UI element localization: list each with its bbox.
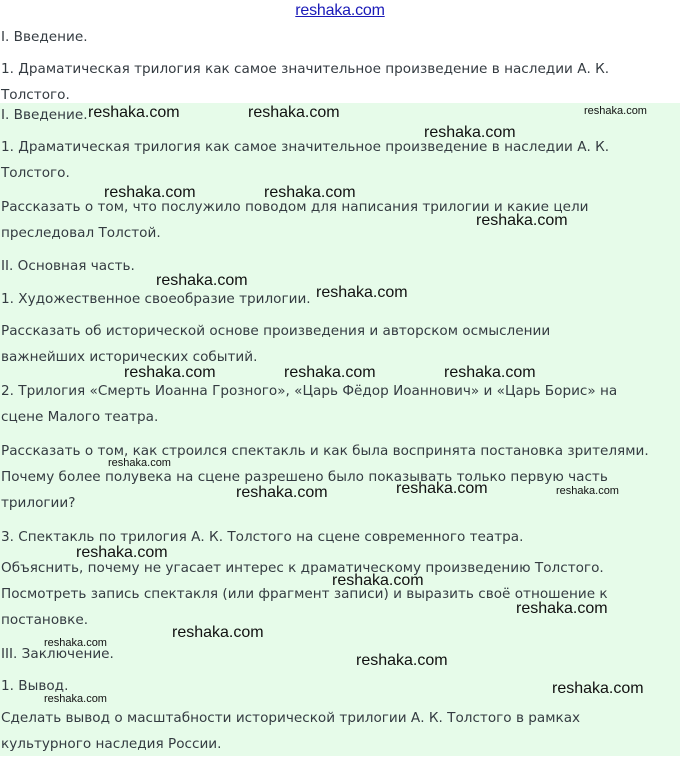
watermark: reshaka.com xyxy=(584,105,647,117)
intro-heading: I. Введение. xyxy=(1,29,88,45)
watermark: reshaka.com xyxy=(476,212,568,229)
conclusion-heading: III. Заключение. xyxy=(1,646,114,662)
watermark: reshaka.com xyxy=(108,457,171,469)
watermark: reshaka.com xyxy=(264,184,356,201)
plan-item1-line2: Толстого. xyxy=(1,165,70,181)
plan-intro-heading: I. Введение. xyxy=(1,107,88,123)
watermark: reshaka.com xyxy=(44,637,107,649)
main3-note-line3: постановке. xyxy=(1,612,89,628)
plan-item1-note-line1: Рассказать о том, что послужило поводом для написания трилогии и какие цели xyxy=(1,199,589,215)
watermark: reshaka.com xyxy=(356,652,448,669)
main1: 1. Художественное своеобразие трилогии. xyxy=(1,291,311,307)
intro-item1-line2: Толстого. xyxy=(1,87,70,103)
plan-item1-line1: 1. Драматическая трилогия как самое значительное произведение в наследии А. К. xyxy=(1,139,610,155)
main2-note-line1: Рассказать о том, как строился спектакль и как была воспринята постановка зрителями. xyxy=(1,443,649,459)
main-heading: II. Основная часть. xyxy=(1,258,135,274)
conclusion1: 1. Вывод. xyxy=(1,678,69,694)
main3: 3. Спектакль по трилогия А. К. Толстого на сцене современного театра. xyxy=(1,529,524,545)
watermark: reshaka.com xyxy=(552,680,644,697)
main2-note-line2: Почему более полувека на сцене разрешено было показывать только первую часть xyxy=(1,469,608,485)
conclusion1-note-line2: культурного наследия России. xyxy=(1,736,222,752)
site-header xyxy=(0,0,680,24)
conclusion1-note-line1: Сделать вывод о масштабности исторической трилогии А. К. Толстого в рамках xyxy=(1,710,581,726)
watermark: reshaka.com xyxy=(156,272,248,289)
watermark: reshaka.com xyxy=(236,484,328,501)
main1-note-line1: Рассказать об исторической основе произведения и авторском осмыслении xyxy=(1,323,551,339)
main2-line1: 2. Трилогия «Смерть Иоанна Грозного», «Царь Фёдор Иоаннович» и «Царь Борис» на xyxy=(1,383,618,399)
main3-note-line1: Объяснить, почему не угасает интерес к драматическому произведению Толстого. xyxy=(1,560,604,576)
watermark: reshaka.com xyxy=(316,284,408,301)
intro-item1-line1: 1. Драматическая трилогия как самое значительное произведение в наследии А. К. xyxy=(1,61,610,77)
watermark: reshaka.com xyxy=(248,104,340,121)
main3-note-line2: Посмотреть запись спектакля (или фрагмент записи) и выразить своё отношение к xyxy=(1,586,608,602)
plan-item1-note-line2: преследовал Толстой. xyxy=(1,225,161,241)
watermark: reshaka.com xyxy=(424,124,516,141)
main2-note-line3: трилогии? xyxy=(1,495,76,511)
main1-note-line2: важнейших исторических событий. xyxy=(1,349,258,365)
main2-line2: сцене Малого театра. xyxy=(1,409,159,425)
watermark: reshaka.com xyxy=(124,364,216,381)
site-link[interactable]: reshaka.com xyxy=(295,2,385,19)
watermark: reshaka.com xyxy=(516,600,608,617)
watermark: reshaka.com xyxy=(396,480,488,497)
watermark: reshaka.com xyxy=(76,544,168,561)
watermark: reshaka.com xyxy=(284,364,376,381)
watermark: reshaka.com xyxy=(556,485,619,497)
watermark: reshaka.com xyxy=(104,184,196,201)
watermark: reshaka.com xyxy=(44,693,107,705)
plan-block xyxy=(0,103,680,756)
watermark: reshaka.com xyxy=(88,104,180,121)
watermark: reshaka.com xyxy=(444,364,536,381)
watermark: reshaka.com xyxy=(332,572,424,589)
watermark: reshaka.com xyxy=(172,624,264,641)
